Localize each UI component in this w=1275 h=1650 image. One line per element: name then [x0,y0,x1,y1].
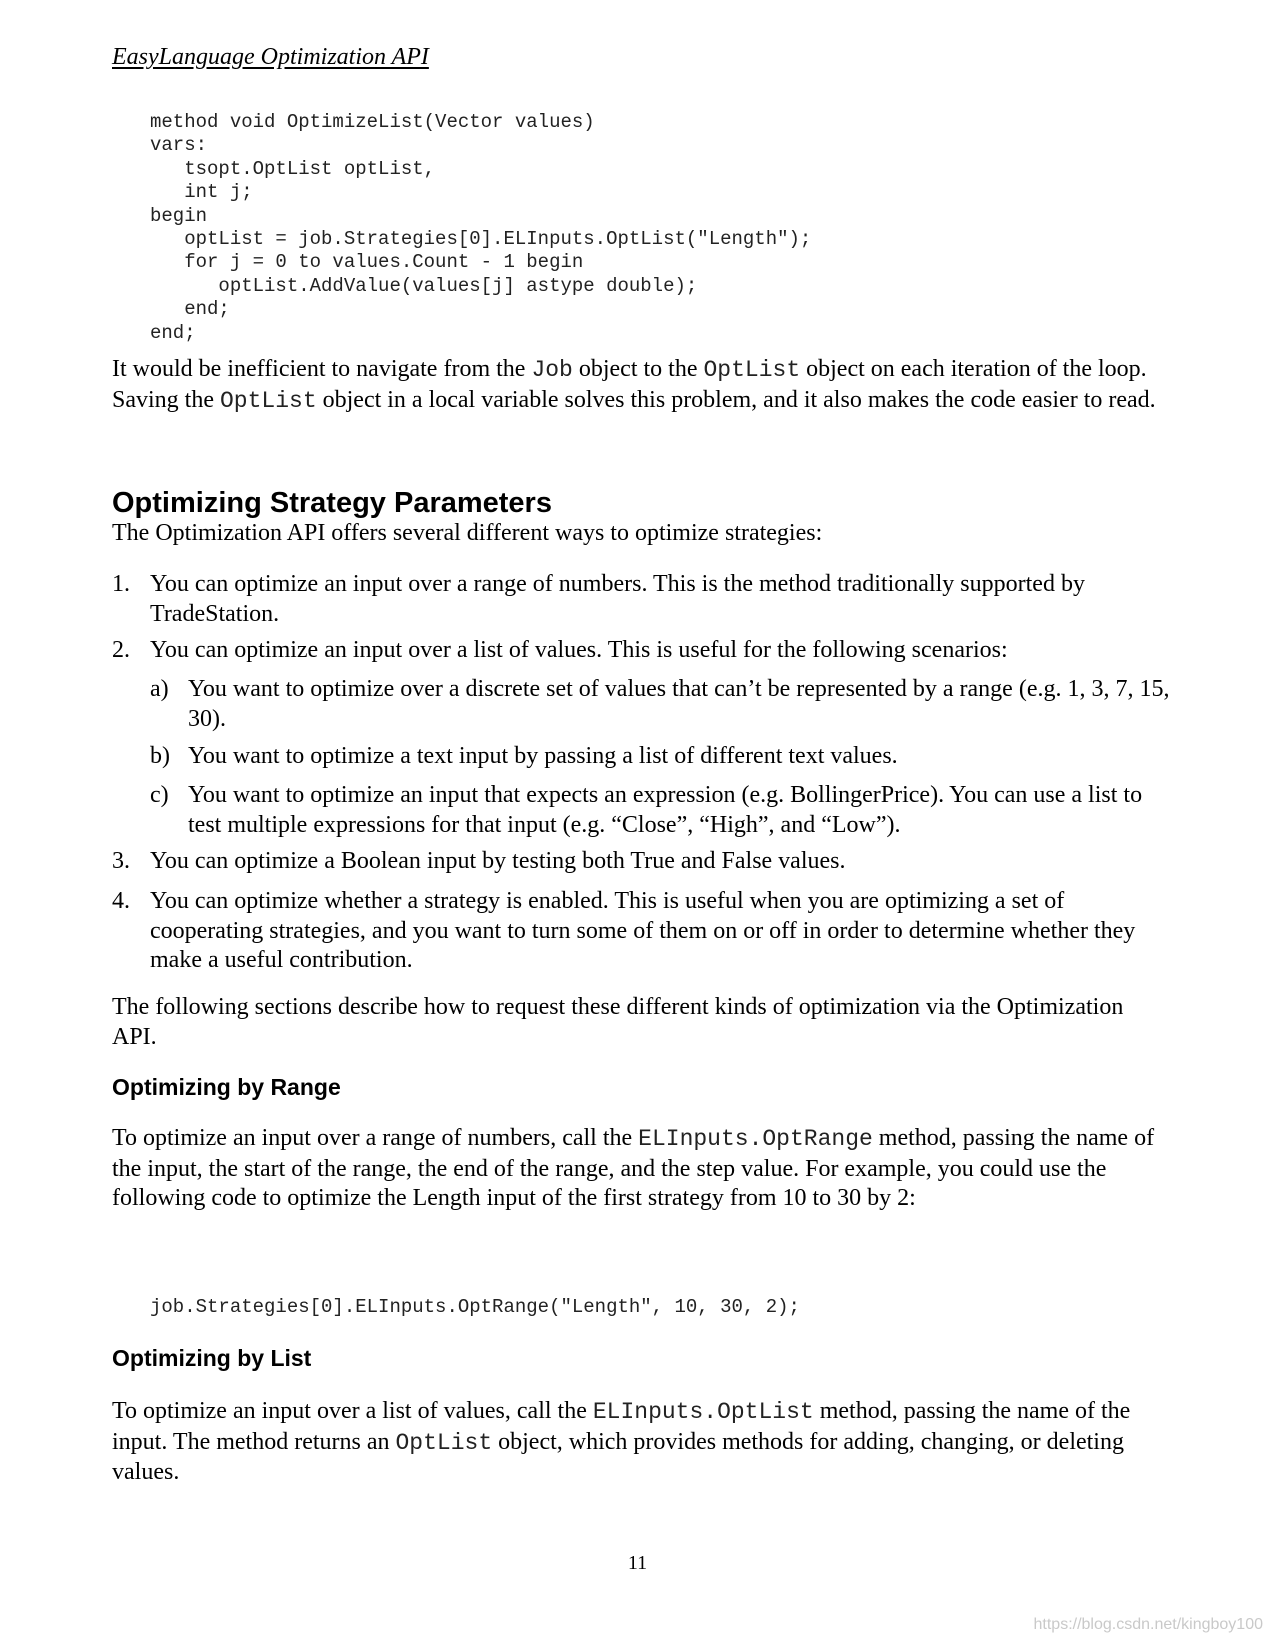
list-marker: b) [150,743,170,769]
text-span: object, which provides methods for adding, changing, or deleting values. [112,1428,1124,1485]
list-item-text: You want to optimize a text input by passing a list of different text values. [188,743,898,769]
code-block-optrange-example: job.Strategies[0].ELInputs.OptRange("Length", 10, 30, 2); [150,1296,800,1318]
inline-code-elinputs-optlist: ELInputs.OptList [592,1399,814,1425]
inline-code-optlist: OptList [395,1429,493,1456]
paragraph-optlist [112,1397,1172,1488]
list-item-text: You can optimize an input over a range of numbers. This is the method traditionally supported by TradeStation. [150,571,1085,627]
text-span: To optimize an input over a range of numbers, call the [112,1125,639,1151]
list-item-text: You want to optimize an input that expects an expression (e.g. BollingerPrice). You can use a list to test multiple expressions for that input (e.g. “Close”, “High”, and “Low”). [188,782,1143,838]
paragraph-following-sections: The following sections describe how to request these different kinds of optimization via the Optimization API. [112,994,1124,1050]
paragraph-optrange [112,1124,1172,1214]
text-span: It would be inefficient to navigate from the [112,356,532,382]
list-item-text: You can optimize whether a strategy is enabled. This is useful when you are optimizing a set of cooperating strategies, and you want to turn some of them on or off in order to determine whether they make a useful contribution. [150,888,1136,973]
list-item-text: You can optimize a Boolean input by testing both True and False values. [150,848,846,874]
code-block-optimize-list-method: method void OptimizeList(Vector values) vars: tsopt.OptList optList, int j; begin optList = job.Strategies[0].ELInputs.OptList("Length"); for j = 0 to values.Count - 1 begin optList.AddValue(values[j] astype double); end; end; [150,111,812,344]
text-span: method, passing the name of the input. The method returns an [112,1398,1131,1455]
text-span: object on each iteration of the loop. Saving the [112,356,1147,413]
list-marker: c) [150,782,169,808]
text-span: object to the [572,356,704,382]
list-marker: 3. [112,848,130,874]
list-item-text: You want to optimize over a discrete set of values that can’t be represented by a range (e.g. 1, 3, 7, 15, 30). [188,676,1170,732]
heading-optimizing-strategy-parameters: Optimizing Strategy Parameters [112,487,552,519]
inline-code-job: Job [531,357,573,383]
list-marker: a) [150,676,169,702]
inline-code-elinputs-optrange: ELInputs.OptRange [638,1126,873,1152]
running-header: EasyLanguage Optimization API [112,44,429,70]
page-number: 11 [627,1552,648,1574]
text-span: object in a local variable solves this problem, and it also makes the code easier to read. [316,386,1156,413]
watermark: https://blog.csdn.net/kingboy100 [1033,1616,1263,1633]
list-item-text: You can optimize an input over a list of values. This is useful for the following scenarios: [150,637,1008,663]
paragraph-intro-ways: The Optimization API offers several different ways to optimize strategies: [112,520,823,546]
text-span: method, passing the name of the input, the start of the range, the end of the range, and the step value. For example, you could use the following code to optimize the Length input of the first strategy from 10 to 30 by 2: [112,1125,1155,1211]
list-marker: 1. [112,571,130,597]
text-span: To optimize an input over a list of values, call the [112,1398,593,1424]
heading-optimizing-by-range: Optimizing by Range [112,1074,341,1100]
inline-code-optlist: OptList [220,387,317,414]
paragraph-inefficient-navigation [112,355,1172,416]
list-marker: 2. [112,637,130,663]
list-marker: 4. [112,888,130,914]
inline-code-optlist: OptList [703,357,801,383]
heading-optimizing-by-list: Optimizing by List [112,1345,312,1371]
